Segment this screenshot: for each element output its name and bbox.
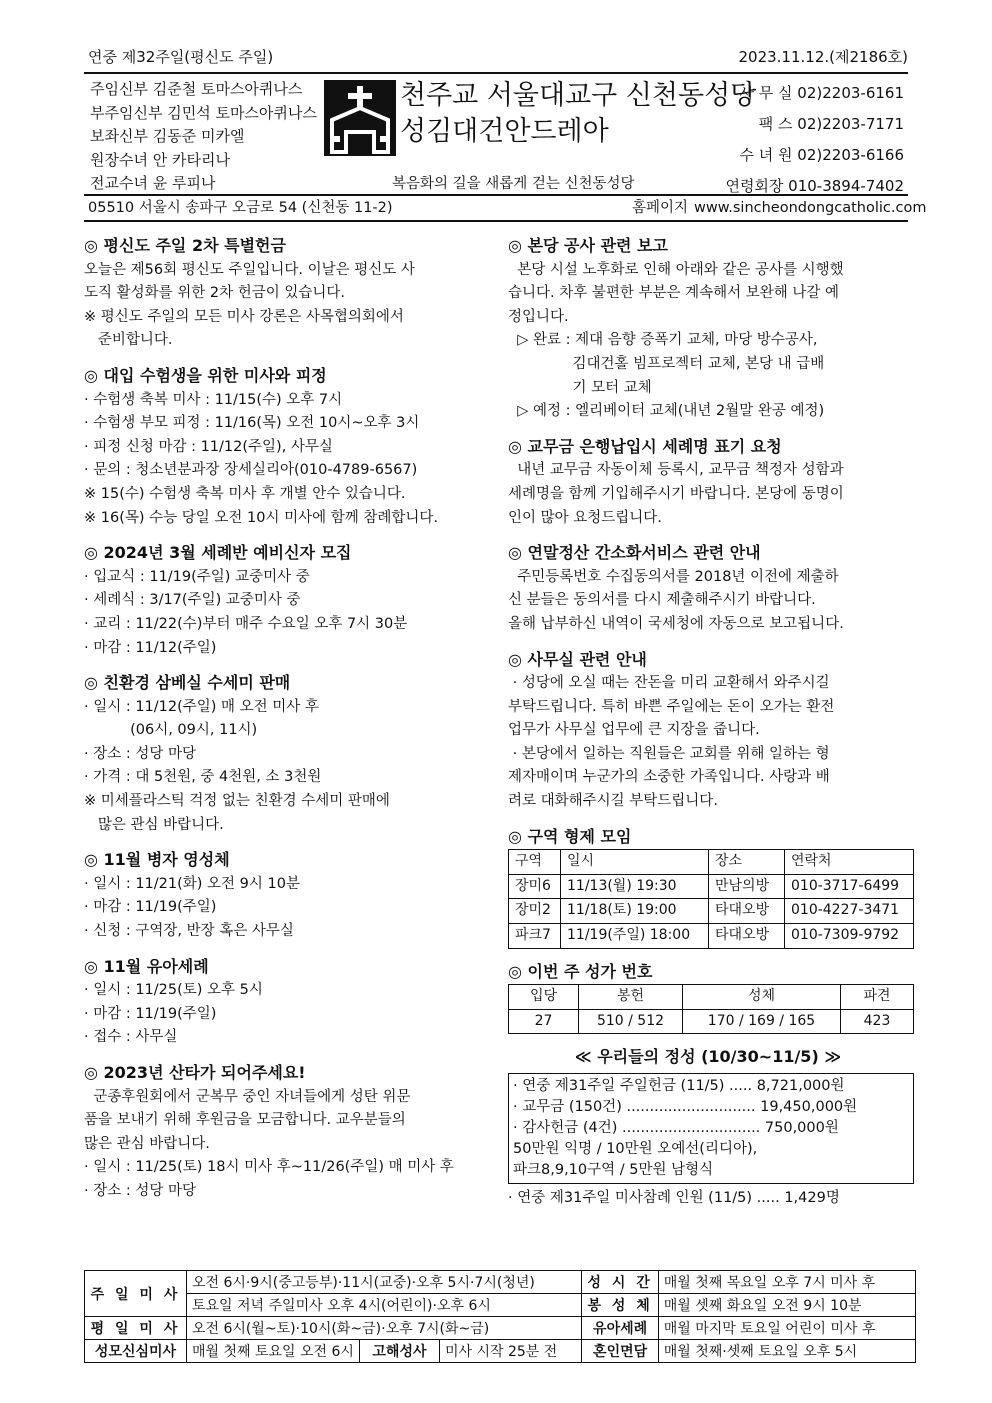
contact-item: 사 무 실 02)2203-6161 [739, 84, 904, 102]
notice-line: 도직 활성화를 위한 2차 헌금이 있습니다. [84, 285, 345, 302]
notice-line: 세례명을 함께 기입해주시기 바랍니다. 본당에 동명이 [508, 485, 844, 502]
section-title: ◎ 연말정산 간소화서비스 관련 안내 [508, 543, 761, 563]
table-cell: 11/18(토) 19:00 [561, 899, 709, 924]
notice-section [508, 541, 908, 636]
table-cell: 파크7 [509, 924, 561, 949]
notice-line: 제자매이며 누군가의 소중한 가족입니다. 사랑과 배 [508, 769, 830, 786]
section-title: ◎ 본당 공사 관련 보고 [508, 236, 668, 255]
clergy-item: 부주임신부 김민석 토마스아퀴나스 [90, 103, 317, 122]
left-column [84, 234, 484, 1215]
baptism-time: 매월 마지막 토요일 어린이 미사 후 [658, 1317, 915, 1340]
table-row [509, 1009, 914, 1034]
right-column [508, 234, 908, 1211]
weekday-mass-times: 오전 6시(월~토)·10시(화~금)·오후 7시(화~금) [187, 1317, 582, 1340]
table-header: 성체 [683, 985, 841, 1010]
table-cell: 010-7309-9792 [785, 924, 914, 949]
table-header: 장소 [709, 850, 785, 875]
table-cell: 타대오방 [709, 924, 785, 949]
notice-line: · 장소 : 성당 마당 [84, 745, 196, 762]
clergy-item: 원장수녀 안 카타리나 [90, 150, 230, 169]
weekday-mass-label: 평 일 미 사 [85, 1317, 187, 1340]
notice-line: 기 모터 교체 [508, 379, 652, 396]
notice-line: · 마감 : 11/19(주일) [84, 1005, 217, 1022]
notice-line: 주민등록번호 수집동의서를 2018년 이전에 제출하 [508, 568, 839, 585]
section-title: ◎ 교무금 은행납입시 세례명 표기 요청 [508, 436, 782, 456]
notice-line: 내년 교무금 자동이체 등록시, 교무금 책정자 성함과 [508, 462, 844, 479]
section-title: ◎ 평신도 주일 2차 특별헌금 [84, 236, 286, 255]
offering-line: 파크8,9,10구역 / 5만원 남형식 [513, 1162, 714, 1178]
notice-line: ※ 평신도 주일의 모든 미사 강론은 사목협의회에서 [84, 308, 404, 325]
clergy-item: 전교수녀 윤 루피나 [90, 174, 216, 192]
notice-line: 준비합니다. [84, 332, 173, 349]
table-cell: 장미2 [509, 899, 561, 924]
table-cell: 27 [509, 1009, 579, 1034]
section-title: ◎ 11월 병자 영성체 [84, 850, 230, 870]
marriage-label: 혼인면담 [582, 1340, 658, 1363]
district-table [508, 849, 914, 948]
right-sections [508, 234, 908, 814]
notice-line: ※ 15(수) 수험생 축복 미사 후 개별 안수 있습니다. [84, 485, 406, 502]
attendance: · 연중 제31주일 미사참례 인원 (11/5) ..... 1,429명 [508, 1190, 840, 1206]
table-cell: 510 / 512 [579, 1009, 683, 1034]
communion-time: 매월 셋째 화요일 오전 9시 10분 [658, 1294, 915, 1317]
notice-section [84, 541, 484, 660]
notice-section [508, 234, 908, 424]
address: 05510 서울시 송파구 오금로 54 (신천동 11-2) [88, 200, 393, 216]
notice-line: ▷ 완료 : 제대 음향 증폭기 교체, 마당 방수공사, [508, 332, 818, 349]
notice-line: ※ 16(목) 수능 당일 오전 10시 미사에 함께 참례합니다. [84, 509, 438, 526]
sunday-mass-times: 오전 6시·9시(중고등부)·11시(교중)·오후 5시·7시(청년) [187, 1271, 582, 1294]
notice-line: · 일시 : 11/25(토) 오후 5시 [84, 982, 263, 999]
table-header: 연락처 [785, 850, 914, 875]
notice-line: · 수험생 부모 피정 : 11/16(목) 오전 10시~오후 3시 [84, 415, 420, 432]
notice-line: · 일시 : 11/25(토) 18시 미사 후~11/26(주일) 매 미사 후 [84, 1159, 454, 1176]
notice-section [84, 955, 484, 1050]
notice-line: 올해 납부하신 내역이 국세청에 자동으로 보고됩니다. [508, 615, 844, 632]
homepage-link[interactable]: www.sincheondongcatholic.com [694, 200, 927, 216]
confession-label: 고해성사 [359, 1340, 439, 1363]
notice-line: 김대건홀 빔프로젝터 교체, 본당 내 급배 [508, 355, 825, 372]
offering-line: 50만원 익명 / 10만원 오예선(리디아), [513, 1141, 758, 1157]
offering-line: · 감사헌금 (4건) .............................. 750,000원 [513, 1120, 839, 1136]
notice-line: · 신청 : 구역장, 반장 혹은 사무실 [84, 923, 294, 940]
week-title: 연중 제32주일(평신도 주일) [88, 48, 274, 66]
table-header: 입당 [509, 985, 579, 1010]
section-title: ◎ 친환경 삼베실 수세미 판매 [84, 673, 291, 693]
slogan: 복음화의 길을 새롭게 걷는 신천동성당 [392, 176, 635, 192]
hymn-table [508, 984, 914, 1034]
notice-line: ※ 미세플라스틱 걱정 없는 친환경 수세미 판매에 [84, 793, 390, 810]
baptism-label: 유아세례 [582, 1317, 658, 1340]
church-logo [324, 80, 396, 156]
table-cell: 11/19(주일) 18:00 [561, 924, 709, 949]
table-row [509, 874, 914, 899]
notice-line: · 마감 : 11/12(주일) [84, 639, 217, 656]
notice-section [84, 1061, 484, 1204]
table-cell: 만남의방 [709, 874, 785, 899]
parish-subname: 성김대건안드레아 [400, 116, 609, 147]
notice-line: · 마감 : 11/19(주일) [84, 899, 217, 916]
notice-line: · 일시 : 11/21(화) 오전 9시 10분 [84, 875, 300, 892]
notice-line: · 성당에 오실 때는 잔돈을 미리 교환해서 와주시길 [508, 675, 830, 692]
notice-line: · 가격 : 대 5천원, 중 4천원, 소 3천원 [84, 769, 322, 786]
notice-section [84, 848, 484, 943]
notice-line: · 문의 : 청소년분과장 장세실리아(010-4789-6567) [84, 462, 418, 479]
notice-line: · 본당에서 일하는 직원들은 교회를 위해 일하는 형 [508, 745, 830, 762]
table-row [509, 924, 914, 949]
notice-line: · 일시 : 11/12(주일) 매 오전 미사 후 [84, 698, 319, 715]
notice-line: 많은 관심 바랍니다. [84, 816, 224, 833]
clergy-list [90, 78, 317, 196]
schedule-table [84, 1270, 916, 1363]
notice-line: 습니다. 차후 불편한 부분은 계속해서 보완해 나갈 예 [508, 285, 840, 302]
district-section [508, 825, 908, 949]
table-row [85, 1340, 916, 1363]
notice-section [508, 435, 908, 530]
parish-name [400, 78, 756, 150]
table-cell: 타대오방 [709, 899, 785, 924]
address-bar [84, 196, 927, 222]
contact-item: 연령회장 010-3894-7402 [725, 177, 904, 195]
section-title: ◎ 구역 형제 모임 [508, 826, 632, 846]
table-header: 일시 [561, 850, 709, 875]
saturday-mass-times: 토요일 저녁 주일미사 오후 4시(어린이)·오후 6시 [187, 1294, 582, 1317]
offering-box [508, 1073, 914, 1184]
notice-line: 본당 시설 노후화로 인해 아래와 같은 공사를 시행했 [508, 261, 844, 278]
notice-section [508, 648, 908, 814]
notice-line: · 세례식 : 3/17(주일) 교중미사 중 [84, 592, 301, 609]
notice-line: 군종후원회에서 군복무 중인 자녀들에게 성탄 위문 [84, 1088, 411, 1105]
notice-line: 정입니다. [508, 308, 569, 325]
section-title: ◎ 2024년 3월 세례반 예비신자 모집 [84, 543, 352, 563]
notice-line: · 수험생 축복 미사 : 11/15(수) 오후 7시 [84, 391, 343, 408]
offering-line: · 교무금 (150건) ............................ 19,450,000원 [513, 1099, 858, 1115]
section-title: ◎ 이번 주 성가 번호 [508, 961, 653, 981]
clergy-item: 보좌신부 김동준 미카엘 [90, 127, 245, 145]
notice-line: (06시, 09시, 11시) [84, 722, 258, 739]
confession-time: 미사 시작 25분 전 [439, 1340, 581, 1363]
table-header: 봉헌 [579, 985, 683, 1010]
offering-line: · 연중 제31주일 주일헌금 (11/5) ..... 8,721,000원 [513, 1078, 845, 1094]
notice-line: · 피정 신청 마감 : 11/12(주일), 사무실 [84, 438, 333, 455]
section-title: ◎ 대입 수험생을 위한 미사와 피정 [84, 365, 327, 385]
section-title: ◎ 11월 유아세례 [84, 956, 209, 976]
table-cell: 423 [841, 1009, 914, 1034]
notice-section [84, 364, 484, 530]
notice-line: · 입교식 : 11/19(주일) 교중미사 중 [84, 568, 310, 585]
marriage-time: 매월 첫째·셋째 토요일 오후 5시 [658, 1340, 915, 1363]
notice-line: · 교리 : 11/22(수)부터 매주 수요일 오후 7시 30분 [84, 615, 408, 632]
table-cell: 010-3717-6499 [785, 874, 914, 899]
contact-list [725, 78, 904, 202]
offering-title: ≪ 우리들의 정성 (10/30~11/5) ≫ [574, 1047, 842, 1067]
table-header: 구역 [509, 850, 561, 875]
table-row [85, 1271, 916, 1294]
section-title: ◎ 사무실 관련 안내 [508, 649, 647, 669]
notice-section [84, 671, 484, 837]
table-cell: 11/13(월) 19:30 [561, 874, 709, 899]
notice-line: 품을 보내기 위해 후원금을 모금합니다. 교우분들의 [84, 1112, 406, 1129]
sunday-mass-label: 주 일 미 사 [85, 1271, 187, 1317]
hymn-section [508, 960, 908, 1035]
communion-label: 봉 성 체 [582, 1294, 658, 1317]
table-header-row [509, 985, 914, 1010]
notice-line: 업무가 사무실 업무에 큰 지장을 줍니다. [508, 722, 760, 739]
notice-line: ▷ 예정 : 엘리베이터 교체(내년 2월말 완공 예정) [508, 403, 825, 420]
notice-line: · 접수 : 사무실 [84, 1029, 178, 1046]
notice-line: 많은 관심 바랍니다. [84, 1135, 210, 1152]
homepage-label: 홈페이지 [632, 200, 689, 216]
mary-mass-label: 성모신심미사 [85, 1340, 187, 1363]
table-cell: 장미6 [509, 874, 561, 899]
issue-date: 2023.11.12.(제2186호) [738, 48, 908, 66]
notice-line: · 장소 : 성당 마당 [84, 1182, 196, 1199]
holy-hour-label: 성 시 간 [582, 1271, 658, 1294]
table-row [509, 899, 914, 924]
table-row [85, 1317, 916, 1340]
table-cell: 010-4227-3471 [785, 899, 914, 924]
notice-line: 오늘은 제56회 평신도 주일입니다. 이날은 평신도 사 [84, 261, 415, 278]
parish-name-line: 천주교 서울대교구 신천동성당 [400, 80, 757, 111]
mary-mass-time: 매월 첫째 토요일 오전 6시 [187, 1340, 360, 1363]
section-title: ◎ 2023년 산타가 되어주세요! [84, 1063, 306, 1082]
holy-hour-time: 매월 첫째 목요일 오후 7시 미사 후 [658, 1271, 915, 1294]
clergy-item: 주임신부 김준철 토마스아퀴나스 [90, 80, 303, 98]
notice-line: 려로 대화해주시길 부탁드립니다. [508, 793, 718, 810]
notice-line: 부탁드립니다. 특히 바쁜 주일에는 돈이 오가는 환전 [508, 698, 835, 715]
notice-line: 인이 많아 요청드립니다. [508, 509, 662, 526]
contact-item: 수 녀 원 02)2203-6166 [739, 146, 904, 164]
table-row [85, 1294, 916, 1317]
notice-line: 신 분들은 동의서를 다시 제출해주시기 바랍니다. [508, 592, 816, 609]
table-header-row [509, 850, 914, 875]
masthead [84, 72, 908, 196]
notice-section [84, 234, 484, 353]
table-header: 파견 [841, 985, 914, 1010]
table-cell: 170 / 169 / 165 [683, 1009, 841, 1034]
contact-item: 팩 스 02)2203-7171 [758, 115, 904, 133]
